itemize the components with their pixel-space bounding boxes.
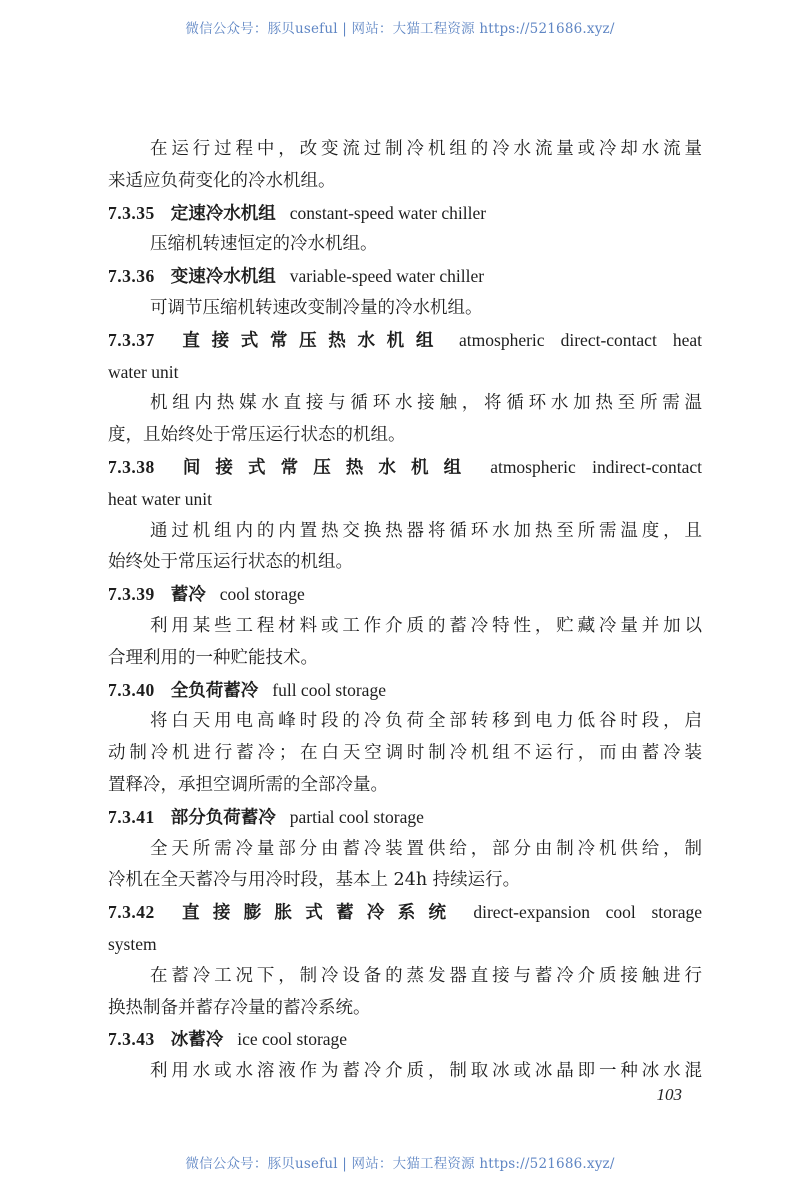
term-heading	[108, 261, 702, 293]
clause-number: 7.3.37	[108, 329, 155, 350]
watermark-footer: 微信公众号：豚贝useful | 网站：大猫工程资源 https://521686.xyz/	[185, 1156, 615, 1172]
definition-line: 冷机在全天蓄冷与用冷时段，基本上 24h 持续运行。	[108, 870, 521, 891]
definition-line: 利用某些工程材料或工作介质的蓄冷特性，贮藏冷量并加以	[150, 615, 702, 636]
term-zh: 蓄冷	[170, 585, 206, 606]
term-en-continued: water unit	[108, 361, 179, 382]
intro-line: 来适应负荷变化的冷水机组。	[108, 170, 336, 191]
definition-line: 置释冷，承担空调所需的全部冷量。	[108, 774, 388, 795]
definition-line: 可调节压缩机转速改变制冷量的冷水机组。	[150, 297, 483, 318]
clause-number: 7.3.40	[108, 679, 155, 700]
intro-line: 在运行过程中，改变流过制冷机组的冷水流量或冷却水流量	[150, 139, 702, 159]
definition-line: 机组内热媒水直接与循环水接触，将循环水加热至所需温	[150, 393, 702, 414]
clause-number: 7.3.36	[108, 266, 155, 287]
term-zh: 直接式常压热水机组	[170, 330, 446, 351]
definition-line: 始终处于常压运行状态的机组。	[108, 552, 353, 573]
term-en: cool storage	[219, 584, 305, 605]
clause-number: 7.3.35	[108, 202, 155, 223]
definition-line: 全天所需冷量部分由蓄冷装置供给，部分由制冷机供给，制	[150, 838, 702, 859]
term-heading	[108, 1024, 702, 1056]
definition-line: 将白天用电高峰时段的冷负荷全部转移到电力低谷时段，启	[150, 711, 702, 732]
definition-line: 在蓄冷工况下，制冷设备的蒸发器直接与蓄冷介质接触进行	[150, 965, 702, 986]
definition-line: 利用水或水溶液作为蓄冷介质，制取冰或冰晶即一种冰水混	[150, 1061, 702, 1082]
term-heading	[108, 675, 702, 707]
definition-line: 合理利用的一种贮能技术。	[108, 647, 318, 668]
term-en: variable-speed water chiller	[289, 266, 485, 287]
clause-number: 7.3.41	[108, 806, 155, 827]
term-zh: 全负荷蓄冷	[170, 680, 259, 701]
clause-number: 7.3.39	[108, 584, 155, 605]
term-en: constant-speed water chiller	[289, 202, 487, 223]
term-zh: 冰蓄冷	[170, 1030, 224, 1051]
definition-line: 压缩机转速恒定的冷水机组。	[150, 234, 378, 255]
term-en: atmospheric direct-contact heat	[459, 329, 702, 350]
term-heading	[108, 452, 702, 484]
page-number: 103	[656, 1085, 682, 1104]
term-heading	[108, 325, 702, 357]
term-zh: 定速冷水机组	[170, 203, 276, 224]
term-zh: 变速冷水机组	[170, 267, 276, 288]
watermark-header: 微信公众号：豚贝useful | 网站：大猫工程资源 https://521686.xyz/	[185, 21, 615, 37]
term-en: partial cool storage	[289, 806, 424, 827]
clause-number: 7.3.38	[108, 456, 155, 477]
term-en: direct-expansion cool storage	[473, 902, 702, 923]
term-zh: 部分负荷蓄冷	[170, 807, 276, 828]
definition-line: 通过机组内的内置热交换热器将循环水加热至所需温度，且	[150, 520, 702, 541]
term-heading	[108, 897, 702, 929]
term-heading	[108, 579, 702, 611]
definition-line: 动制冷机进行蓄冷；在白天空调时制冷机组不运行，而由蓄冷装	[108, 743, 702, 764]
term-en: atmospheric indirect-contact	[490, 456, 702, 477]
definition-line: 度，且始终处于常压运行状态的机组。	[108, 425, 406, 446]
term-heading	[108, 198, 702, 230]
term-heading	[108, 802, 702, 834]
term-en-continued: system	[108, 933, 157, 954]
term-zh: 间接式常压热水机组	[170, 457, 477, 478]
clause-number: 7.3.42	[108, 902, 155, 923]
term-en: ice cool storage	[237, 1029, 348, 1050]
term-en: full cool storage	[272, 679, 386, 700]
term-en-continued: heat water unit	[108, 488, 212, 509]
term-zh: 直接膨胀式蓄冷系统	[170, 903, 460, 924]
clause-number: 7.3.43	[108, 1029, 155, 1050]
document-body	[108, 134, 702, 1088]
definition-line: 换热制备并蓄存冷量的蓄冷系统。	[108, 997, 371, 1018]
